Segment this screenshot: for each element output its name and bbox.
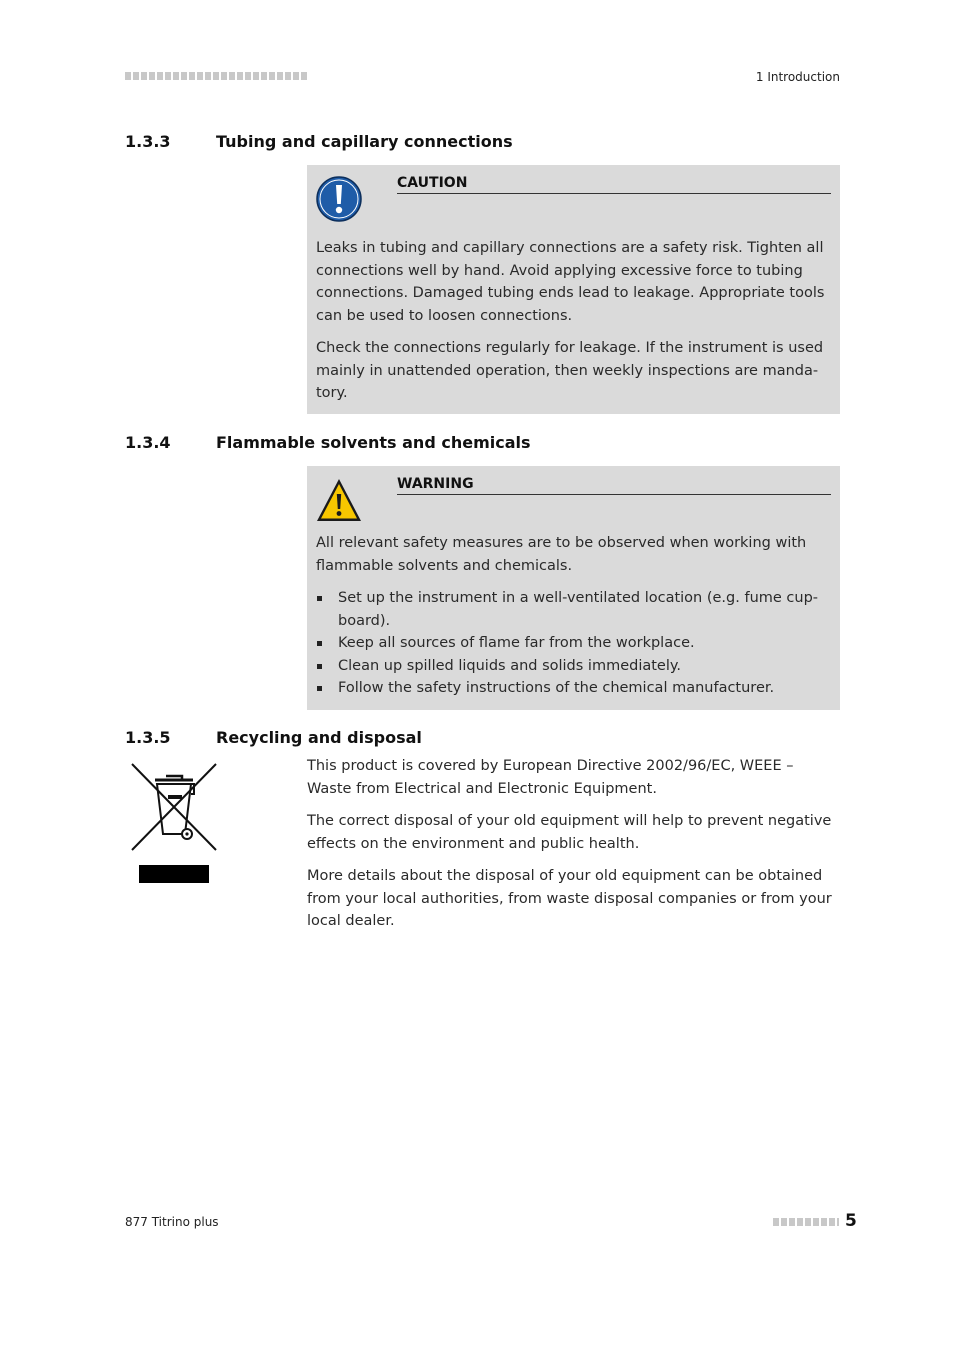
footer-decoration [773, 1218, 839, 1226]
exclamation-circle-icon [316, 176, 362, 222]
black-bar [139, 865, 209, 883]
list-item: Follow the safety instructions of the chemical manufacturer. [316, 677, 828, 700]
warning-box [307, 466, 840, 710]
caution-box [307, 165, 840, 414]
caution-paragraph: Leaks in tubing and capillary connections are a safety risk. Tighten all connections well by hand. Avoid applying excessive force to tubing connections. Damaged tubing ends lead to leakage. Appropriate tools can be used to loosen connections. [316, 240, 825, 324]
list-item: Keep all sources of flame far from the workplace. [316, 632, 828, 655]
recycling-paragraph: This product is covered by European Directive 2002/96/EC, WEEE – Waste from Electrical and Electronic Equipment. [307, 758, 794, 797]
section-number: 1.3.4 [125, 433, 171, 452]
recycling-text [307, 755, 840, 943]
section-heading-1-3-3 [125, 132, 513, 151]
section-title: Recycling and disposal [216, 728, 422, 747]
recycling-paragraph: More details about the disposal of your old equipment can be obtained from your local authorities, from waste disposal companies or from your local dealer. [307, 868, 832, 929]
page-number: 5 [845, 1211, 857, 1231]
section-title: Flammable solvents and chemicals [216, 433, 531, 452]
section-number: 1.3.3 [125, 132, 171, 151]
header-decoration [125, 72, 307, 80]
warning-triangle-icon [316, 477, 362, 523]
warning-label: WARNING [397, 476, 831, 495]
caution-label: CAUTION [397, 175, 831, 194]
section-number: 1.3.5 [125, 728, 171, 747]
crossed-out-wheelie-bin-icon [130, 762, 218, 852]
warning-list [316, 587, 828, 700]
caution-paragraph: Check the connections regularly for leakage. If the instrument is used mainly in unattended operation, then weekly inspections are mandatory. [316, 340, 824, 401]
caution-content [316, 237, 828, 415]
section-title: Tubing and capillary connections [216, 132, 513, 151]
list-item: Set up the instrument in a well-ventilated location (e.g. fume cupboard). [316, 587, 828, 632]
list-item: Clean up spilled liquids and solids immediately. [316, 655, 828, 678]
section-heading-1-3-4 [125, 433, 531, 452]
warning-intro: All relevant safety measures are to be observed when working with flammable solvents and chemicals. [316, 535, 807, 574]
section-heading-1-3-5 [125, 728, 422, 747]
footer-product: 877 Titrino plus [125, 1215, 219, 1229]
warning-content [316, 532, 828, 700]
running-header: 1 Introduction [755, 70, 840, 84]
recycling-paragraph: The correct disposal of your old equipment will help to prevent negative effects on the environment and public health. [307, 813, 832, 852]
